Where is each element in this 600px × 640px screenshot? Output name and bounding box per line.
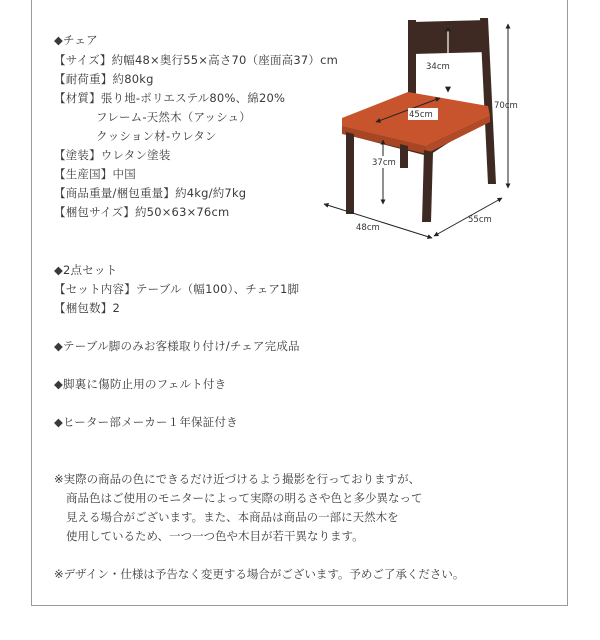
chair-diagram bbox=[312, 8, 528, 244]
note-color-2: 商品色はご使用のモニターによって実際の明るさや色と多少異なって bbox=[66, 491, 423, 505]
chair-weight: 【商品重量/梱包重量】約4kg/約7kg bbox=[54, 186, 247, 200]
feature-felt: ◆脚裏に傷防止用のフェルト付き bbox=[54, 377, 227, 391]
dim-48cm: 48cm bbox=[356, 223, 380, 233]
note-design: ※デザイン・仕様は予告なく変更する場合がございます。予めご了承ください。 bbox=[54, 567, 465, 581]
chair-backrest bbox=[412, 20, 488, 54]
dim-55cm: 55cm bbox=[468, 215, 492, 225]
chair-material-cushion: クッション材-ウレタン bbox=[96, 129, 217, 143]
dim-70cm: 70cm bbox=[494, 101, 518, 111]
dim-34cm: 34cm bbox=[426, 62, 450, 72]
set-packages: 【梱包数】2 bbox=[54, 301, 121, 315]
dim-45cm: 45cm bbox=[409, 110, 433, 120]
chair-size: 【サイズ】約幅48×奥行55×高さ70（座面高37）cm bbox=[54, 53, 339, 67]
feature-assembly: ◆テーブル脚のみお客様取り付け/チェア完成品 bbox=[54, 339, 300, 353]
note-color-1: ※実際の商品の色にできるだけ近づけるよう撮影を行っておりますが、 bbox=[54, 472, 421, 486]
chair-material: 【材質】張り地-ポリエステル80%、綿20% bbox=[54, 91, 286, 105]
dim-37cm: 37cm bbox=[372, 158, 396, 168]
chair-load: 【耐荷重】約80kg bbox=[54, 72, 154, 86]
set-heading: ◆2点セット bbox=[54, 263, 118, 277]
set-contents: 【セット内容】テーブル（幅100）、チェア1脚 bbox=[54, 282, 300, 296]
chair-material-frame: フレーム-天然木（アッシュ） bbox=[96, 110, 251, 124]
chair-package-size: 【梱包サイズ】約50×63×76cm bbox=[54, 205, 230, 219]
note-color-4: 使用しているため、一つ一つ色や木目が若干異なります。 bbox=[66, 529, 364, 543]
chair-paint: 【塗装】ウレタン塗装 bbox=[54, 148, 171, 162]
chair-seat-cushion bbox=[342, 92, 490, 154]
note-color-3: 見える場合がございます。また、本商品は商品の一部に天然木を bbox=[66, 510, 399, 524]
chair-heading: ◆チェア bbox=[54, 33, 98, 47]
feature-warranty: ◆ヒーター部メーカー１年保証付き bbox=[54, 415, 238, 429]
chair-origin: 【生産国】中国 bbox=[54, 167, 136, 181]
